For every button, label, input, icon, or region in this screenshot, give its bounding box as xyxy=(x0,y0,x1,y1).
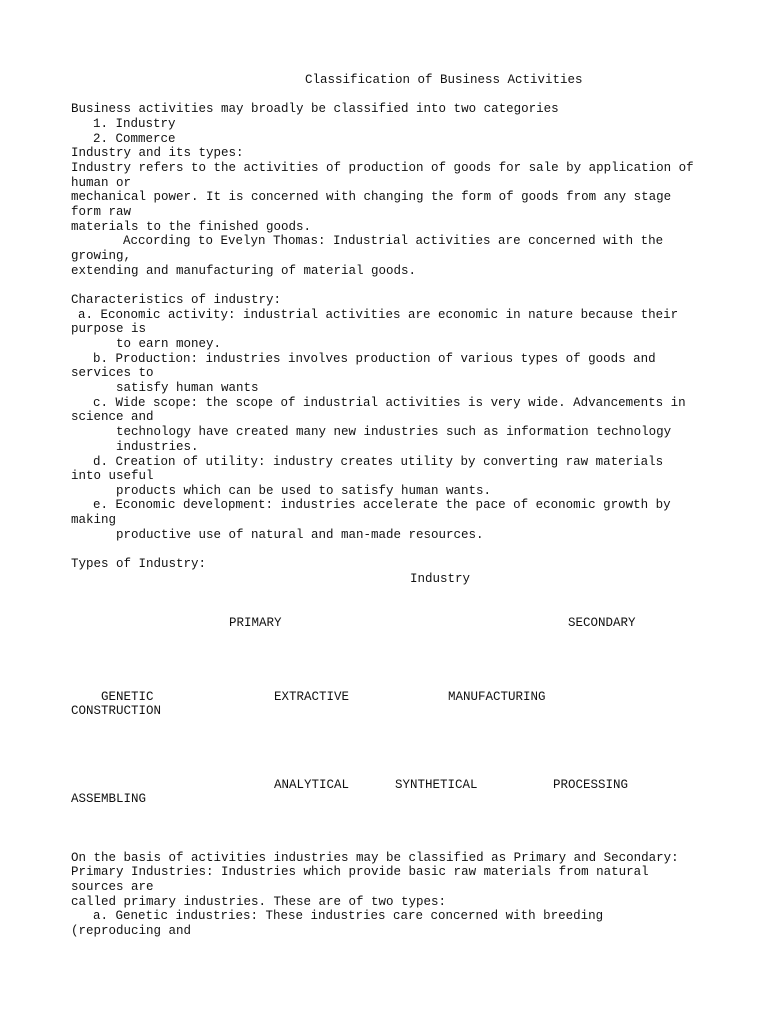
basis-line: sources are xyxy=(71,880,154,894)
characteristic-line: into useful xyxy=(71,469,154,483)
basis-line: a. Genetic industries: These industries care concerned with breeding xyxy=(93,909,604,923)
category-item: 1. Industry xyxy=(93,117,176,131)
basis-line: (reproducing and xyxy=(71,924,192,938)
types-heading: Types of Industry: xyxy=(71,557,207,571)
industry-def-line: form raw xyxy=(71,205,132,219)
tree-node-primary: PRIMARY xyxy=(229,616,282,630)
characteristic-line: making xyxy=(71,513,117,527)
industry-def-line: growing, xyxy=(71,249,132,263)
tree-node-processing: PROCESSING xyxy=(553,778,629,792)
tree-node-construction: CONSTRUCTION xyxy=(71,704,162,718)
tree-node-analytical: ANALYTICAL xyxy=(274,778,350,792)
characteristic-line: to earn money. xyxy=(116,337,222,351)
tree-node-synthetical: SYNTHETICAL xyxy=(395,778,478,792)
industry-def-line: mechanical power. It is concerned with changing the form of goods from any stage xyxy=(71,190,672,204)
tree-node-genetic: GENETIC xyxy=(101,690,154,704)
industry-def-line: materials to the finished goods. xyxy=(71,220,312,234)
basis-line: Primary Industries: Industries which provide basic raw materials from natural xyxy=(71,865,649,879)
industry-heading: Industry and its types: xyxy=(71,146,244,160)
characteristic-line: productive use of natural and man-made resources. xyxy=(116,528,484,542)
characteristics-heading: Characteristics of industry: xyxy=(71,293,282,307)
category-item: 2. Commerce xyxy=(93,132,176,146)
industry-def-line: extending and manufacturing of material goods. xyxy=(71,264,417,278)
industry-def-line: Industry refers to the activities of production of goods for sale by application of xyxy=(71,161,694,175)
characteristic-line: satisfy human wants xyxy=(116,381,259,395)
industry-def-line: human or xyxy=(71,176,132,190)
characteristic-line: a. Economic activity: industrial activities are economic in nature because their xyxy=(78,308,679,322)
characteristic-line: technology have created many new industries such as information technology xyxy=(116,425,672,439)
characteristic-line: e. Economic development: industries accelerate the pace of economic growth by xyxy=(93,498,671,512)
characteristic-line: services to xyxy=(71,366,154,380)
tree-node-assembling: ASSEMBLING xyxy=(71,792,147,806)
basis-line: On the basis of activities industries may be classified as Primary and Secondary: xyxy=(71,851,679,865)
industry-def-line: According to Evelyn Thomas: Industrial activities are concerned with the xyxy=(123,234,664,248)
characteristic-line: d. Creation of utility: industry creates utility by converting raw materials xyxy=(93,455,664,469)
characteristic-line: purpose is xyxy=(71,322,147,336)
document-title: Classification of Business Activities xyxy=(305,73,583,87)
tree-node-extractive: EXTRACTIVE xyxy=(274,690,350,704)
tree-node-manufacturing: MANUFACTURING xyxy=(448,690,546,704)
characteristic-line: b. Production: industries involves production of various types of goods and xyxy=(93,352,656,366)
characteristic-line: industries. xyxy=(116,440,199,454)
characteristic-line: science and xyxy=(71,410,154,424)
characteristic-line: products which can be used to satisfy human wants. xyxy=(116,484,492,498)
intro-text: Business activities may broadly be classified into two categories xyxy=(71,102,559,116)
basis-line: called primary industries. These are of two types: xyxy=(71,895,447,909)
tree-node-industry: Industry xyxy=(410,572,471,586)
tree-node-secondary: SECONDARY xyxy=(568,616,636,630)
characteristic-line: c. Wide scope: the scope of industrial activities is very wide. Advancements in xyxy=(93,396,686,410)
